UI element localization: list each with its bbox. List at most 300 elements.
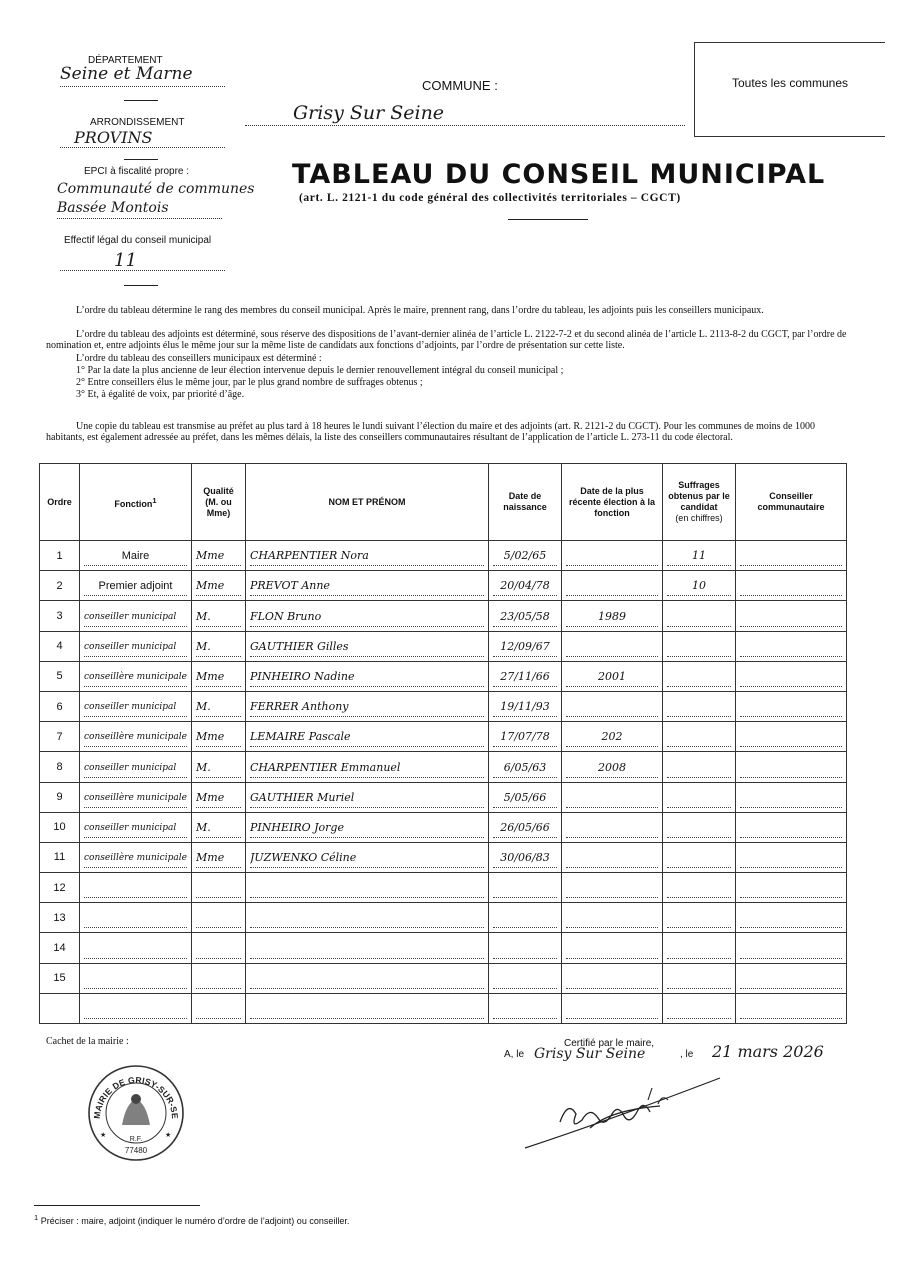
cell-ordre-value: 11 — [53, 851, 66, 864]
cell-conseiller — [736, 993, 847, 1023]
cell-qualite — [192, 933, 246, 963]
cell-suffrages-value — [667, 849, 731, 868]
cell-ordre — [40, 631, 80, 661]
page-title: TABLEAU DU CONSEIL MUNICIPAL — [292, 159, 826, 190]
mairie-seal — [86, 1063, 186, 1163]
cell-ordre-value: 15 — [53, 972, 66, 985]
seal-text: MAIRIE DE GRISY-SUR-SE — [91, 1074, 181, 1120]
cell-fonction-value — [84, 1000, 187, 1019]
header-suffrages-text: Suffrages obtenus par le candidat — [668, 480, 730, 512]
cell-suffrages-value — [667, 879, 731, 898]
cell-ordre-value: 1 — [56, 549, 63, 562]
cell-suffrages — [663, 601, 736, 631]
cell-suffrages — [663, 812, 736, 842]
cell-election-value — [566, 789, 658, 808]
cell-qualite — [192, 691, 246, 721]
cell-conseiller-value — [740, 638, 842, 657]
cell-naissance — [489, 571, 562, 601]
cell-nom-value — [250, 970, 484, 989]
header-fonction — [80, 464, 192, 541]
cell-nom-value: GAUTHIER Gilles — [250, 638, 484, 657]
cell-election-value — [566, 909, 658, 928]
header-suffrages — [663, 464, 736, 541]
cell-naissance — [489, 812, 562, 842]
header-conseiller: Conseiller communautaire — [736, 464, 847, 541]
cell-conseiller-value — [740, 849, 842, 868]
cell-conseiller-value — [740, 698, 842, 717]
epci-value-line1: Communauté de communes — [57, 181, 255, 197]
cell-conseiller-value — [740, 909, 842, 928]
cell-naissance — [489, 631, 562, 661]
seal-icon — [86, 1063, 186, 1163]
cell-naissance — [489, 933, 562, 963]
cell-ordre-value: 10 — [53, 821, 66, 834]
cell-naissance — [489, 873, 562, 903]
cell-fonction-value — [84, 970, 187, 989]
cell-fonction-value: Premier adjoint — [84, 577, 187, 596]
cell-election-value: 202 — [566, 728, 658, 747]
cell-conseiller-value — [740, 547, 842, 566]
cell-naissance — [489, 541, 562, 571]
departement-label: DÉPARTEMENT — [88, 55, 163, 66]
cell-naissance — [489, 903, 562, 933]
seal-code: 77480 — [124, 1146, 148, 1155]
cell-qualite-value: M. — [196, 819, 241, 838]
cell-suffrages — [663, 933, 736, 963]
epci-value-line2: Bassée Montois — [57, 200, 169, 216]
table-row — [40, 782, 847, 812]
cell-fonction-value: conseiller municipal — [84, 638, 187, 657]
cell-suffrages-value — [667, 668, 731, 687]
cell-conseiller-value — [740, 970, 842, 989]
table-row — [40, 752, 847, 782]
cell-conseiller — [736, 812, 847, 842]
cell-conseiller — [736, 631, 847, 661]
cell-suffrages — [663, 842, 736, 872]
cell-ordre — [40, 722, 80, 752]
cell-suffrages — [663, 691, 736, 721]
svg-text:★: ★ — [165, 1132, 172, 1139]
cell-naissance-value: 20/04/78 — [493, 577, 557, 596]
cell-nom-value: PREVOT Anne — [250, 577, 484, 596]
cell-nom — [246, 873, 489, 903]
cell-naissance-value: 5/02/65 — [493, 547, 557, 566]
cell-ordre — [40, 541, 80, 571]
cell-naissance — [489, 691, 562, 721]
cell-fonction-value: conseillère municipale — [84, 728, 187, 747]
cell-conseiller — [736, 842, 847, 872]
cell-suffrages-value — [667, 698, 731, 717]
cell-fonction-value: conseiller municipal — [84, 819, 187, 838]
cell-election — [562, 842, 663, 872]
cell-fonction — [80, 963, 192, 993]
cell-naissance-value: 30/06/83 — [493, 849, 557, 868]
table-row — [40, 933, 847, 963]
cell-election — [562, 993, 663, 1023]
cell-nom — [246, 691, 489, 721]
cell-nom-value — [250, 909, 484, 928]
cell-qualite — [192, 842, 246, 872]
cell-conseiller — [736, 873, 847, 903]
cell-fonction-value — [84, 909, 187, 928]
cell-ordre — [40, 691, 80, 721]
cell-ordre — [40, 752, 80, 782]
cell-fonction — [80, 571, 192, 601]
cell-suffrages-value — [667, 728, 731, 747]
cell-suffrages-value — [667, 940, 731, 959]
cell-fonction — [80, 812, 192, 842]
cell-fonction — [80, 691, 192, 721]
cell-naissance-value: 26/05/66 — [493, 819, 557, 838]
cell-suffrages-value — [667, 909, 731, 928]
cell-ordre — [40, 963, 80, 993]
cell-conseiller-value — [740, 668, 842, 687]
cell-ordre — [40, 661, 80, 691]
cell-qualite — [192, 601, 246, 631]
table-row — [40, 722, 847, 752]
cell-nom-value: CHARPENTIER Emmanuel — [250, 759, 484, 778]
cell-conseiller — [736, 933, 847, 963]
cell-nom-value: FERRER Anthony — [250, 698, 484, 717]
cell-suffrages — [663, 993, 736, 1023]
cell-qualite — [192, 541, 246, 571]
cell-suffrages — [663, 873, 736, 903]
cell-qualite — [192, 873, 246, 903]
table-row — [40, 812, 847, 842]
cell-nom — [246, 963, 489, 993]
seal-rf: R.F. — [129, 1136, 143, 1143]
cachet-label: Cachet de la mairie : — [46, 1036, 129, 1047]
cell-qualite — [192, 903, 246, 933]
header-ordre: Ordre — [40, 464, 80, 541]
commune-label: COMMUNE : — [422, 78, 498, 93]
cell-election-value — [566, 1000, 658, 1019]
cell-qualite-value — [196, 1000, 241, 1019]
cell-fonction-value: conseiller municipal — [84, 608, 187, 627]
cell-election — [562, 691, 663, 721]
cell-suffrages-value — [667, 759, 731, 778]
cell-nom — [246, 782, 489, 812]
cell-suffrages — [663, 631, 736, 661]
cell-election-value: 2001 — [566, 668, 658, 687]
cell-election-value: 1989 — [566, 608, 658, 627]
cell-election-value — [566, 849, 658, 868]
cell-suffrages — [663, 571, 736, 601]
cell-fonction-value: conseillère municipale — [84, 849, 187, 868]
cell-qualite-value: M. — [196, 608, 241, 627]
epci-label: EPCI à fiscalité propre : — [84, 166, 190, 177]
cell-qualite — [192, 963, 246, 993]
certifie-label: Certifié par le maire, — [564, 1038, 655, 1049]
cell-ordre-value: 12 — [53, 881, 66, 894]
cell-conseiller-value — [740, 728, 842, 747]
cell-fonction-value: conseillère municipale — [84, 668, 187, 687]
cell-naissance — [489, 661, 562, 691]
date-value: 21 mars 2026 — [712, 1042, 824, 1061]
header-election: Date de la plus récente élection à la fonction — [562, 464, 663, 541]
cell-conseiller — [736, 963, 847, 993]
cell-suffrages-value — [667, 638, 731, 657]
intro-paragraph-5: 2° Entre conseillers élus le même jour, par le plus grand nombre de suffrages obtenus ; — [76, 377, 423, 388]
cell-nom-value — [250, 879, 484, 898]
cell-suffrages-value: 11 — [667, 547, 731, 566]
cell-conseiller — [736, 691, 847, 721]
cell-suffrages-value — [667, 819, 731, 838]
cell-fonction — [80, 631, 192, 661]
cell-election-value — [566, 970, 658, 989]
table-row — [40, 963, 847, 993]
cell-fonction — [80, 993, 192, 1023]
intro-paragraph-6: 3° Et, à égalité de voix, par priorité d’âge. — [76, 389, 245, 400]
cell-fonction — [80, 541, 192, 571]
cell-qualite-value: Mme — [196, 849, 241, 868]
cell-qualite — [192, 571, 246, 601]
cell-ordre — [40, 601, 80, 631]
cell-ordre-value: 9 — [56, 791, 63, 804]
cell-suffrages-value — [667, 970, 731, 989]
header-nom: NOM ET PRÉNOM — [246, 464, 489, 541]
cell-qualite-value — [196, 909, 241, 928]
cell-fonction — [80, 661, 192, 691]
cell-qualite-value: M. — [196, 638, 241, 657]
cell-suffrages — [663, 722, 736, 752]
cell-ordre — [40, 782, 80, 812]
cell-conseiller-value — [740, 789, 842, 808]
cell-naissance — [489, 963, 562, 993]
table-body — [40, 541, 847, 1024]
cell-naissance-value: 23/05/58 — [493, 608, 557, 627]
mayor-signature-icon — [520, 1070, 730, 1160]
cell-fonction-value — [84, 940, 187, 959]
cell-naissance-value — [493, 1000, 557, 1019]
header-fonction-text: Fonction — [114, 498, 153, 509]
cell-conseiller-value — [740, 819, 842, 838]
cell-conseiller-value — [740, 759, 842, 778]
table-row — [40, 903, 847, 933]
cell-election-value: 2008 — [566, 759, 658, 778]
table-row — [40, 661, 847, 691]
cell-naissance — [489, 722, 562, 752]
cell-nom — [246, 842, 489, 872]
cell-conseiller-value — [740, 577, 842, 596]
cell-fonction-value: Maire — [84, 547, 187, 566]
cell-nom — [246, 601, 489, 631]
cell-election-value — [566, 879, 658, 898]
cell-nom — [246, 752, 489, 782]
cell-conseiller — [736, 571, 847, 601]
cell-naissance — [489, 993, 562, 1023]
cell-nom — [246, 933, 489, 963]
cell-fonction — [80, 842, 192, 872]
cell-conseiller — [736, 601, 847, 631]
all-communes-text: Toutes les communes — [731, 76, 849, 90]
table-row — [40, 873, 847, 903]
cell-ordre-value: 13 — [53, 911, 66, 924]
cell-nom-value: GAUTHIER Muriel — [250, 789, 484, 808]
intro-paragraph-7: Une copie du tableau est transmise au préfet au plus tard à 18 heures le lundi suivant l’élection du maire et des adjoints (art. R. 2121-2 du CGCT). Pour les communes de moins de 1000 habitants, est également adressée au préfet, dans les mêmes délais, la liste des conseillers communautaires résultant de l’application de l’article L. 273-11 du code électoral. — [46, 421, 815, 443]
cell-ordre — [40, 812, 80, 842]
conseil-table — [39, 463, 847, 1024]
cell-ordre — [40, 993, 80, 1023]
cell-election-value — [566, 698, 658, 717]
cell-conseiller — [736, 661, 847, 691]
cell-naissance-value: 19/11/93 — [493, 698, 557, 717]
table-row — [40, 601, 847, 631]
cell-election — [562, 903, 663, 933]
commune-value: Grisy Sur Seine — [293, 102, 445, 124]
cell-election — [562, 873, 663, 903]
intro-paragraph-3: L’ordre du tableau des conseillers municipaux est déterminé : — [76, 353, 322, 364]
cell-qualite-value — [196, 970, 241, 989]
cell-naissance-value: 6/05/63 — [493, 759, 557, 778]
cell-election — [562, 963, 663, 993]
intro-paragraph-2: L’ordre du tableau des adjoints est déterminé, sous réserve des dispositions de l’avant-dernier alinéa de l’article L. 2122-7-2 et du second alinéa de l’article L. 2113-8-2 du CGCT, par l’ordre de nomination et, entre adjoints élus le même jour sur la même liste de candidats aux fonctions d’adjoints, par l’ordre de présentation sur cette liste. — [46, 329, 847, 351]
cell-ordre — [40, 842, 80, 872]
cell-ordre-value: 4 — [56, 640, 63, 653]
cell-suffrages — [663, 782, 736, 812]
cell-naissance — [489, 752, 562, 782]
cell-ordre-value: 6 — [56, 700, 63, 713]
cell-conseiller-value — [740, 879, 842, 898]
cell-suffrages — [663, 541, 736, 571]
cell-election — [562, 752, 663, 782]
cell-nom-value: LEMAIRE Pascale — [250, 728, 484, 747]
cell-conseiller — [736, 722, 847, 752]
cell-nom — [246, 631, 489, 661]
cell-nom-value — [250, 1000, 484, 1019]
cell-fonction-value: conseiller municipal — [84, 698, 187, 717]
cell-qualite — [192, 752, 246, 782]
header-suffrages-note: (en chiffres) — [675, 513, 723, 523]
cell-nom — [246, 812, 489, 842]
cell-suffrages-value — [667, 1000, 731, 1019]
cell-nom-value: PINHEIRO Jorge — [250, 819, 484, 838]
intro-paragraph-1: L’ordre du tableau détermine le rang des membres du conseil municipal. Après le maire, prennent rang, dans l’ordre du tableau, les adjoints puis les conseillers municipaux. — [76, 305, 764, 316]
cell-ordre-value: 7 — [56, 730, 63, 743]
all-communes-box — [694, 42, 885, 137]
cell-fonction — [80, 722, 192, 752]
cell-naissance-value: 17/07/78 — [493, 728, 557, 747]
cell-nom-value — [250, 940, 484, 959]
cell-qualite — [192, 993, 246, 1023]
cell-naissance — [489, 782, 562, 812]
a-le-label: A, le — [504, 1049, 525, 1060]
cell-conseiller — [736, 752, 847, 782]
cell-election — [562, 812, 663, 842]
table-row — [40, 631, 847, 661]
cell-election — [562, 571, 663, 601]
footnote-mark: 1 — [34, 1213, 39, 1222]
cell-qualite — [192, 782, 246, 812]
cell-conseiller — [736, 903, 847, 933]
cell-ordre — [40, 933, 80, 963]
cell-naissance-value: 5/05/66 — [493, 789, 557, 808]
cell-qualite — [192, 722, 246, 752]
cell-fonction — [80, 782, 192, 812]
cell-fonction — [80, 601, 192, 631]
cell-qualite — [192, 631, 246, 661]
cell-election — [562, 933, 663, 963]
cell-nom-value: PINHEIRO Nadine — [250, 668, 484, 687]
cell-qualite — [192, 812, 246, 842]
cell-ordre — [40, 903, 80, 933]
cell-election — [562, 722, 663, 752]
cell-qualite-value — [196, 940, 241, 959]
header-naissance: Date de naissance — [489, 464, 562, 541]
cell-conseiller-value — [740, 1000, 842, 1019]
cell-qualite-value: Mme — [196, 577, 241, 596]
cell-ordre-value: 3 — [56, 609, 63, 622]
cell-ordre — [40, 571, 80, 601]
header-qualite: Qualité (M. ou Mme) — [192, 464, 246, 541]
le-label: , le — [680, 1049, 694, 1060]
cell-qualite-value: M. — [196, 759, 241, 778]
table-row — [40, 691, 847, 721]
svg-text:★: ★ — [100, 1132, 107, 1139]
cell-suffrages-value — [667, 789, 731, 808]
arrondissement-value: PROVINS — [74, 128, 153, 147]
cell-qualite-value: Mme — [196, 547, 241, 566]
cell-qualite — [192, 661, 246, 691]
cell-suffrages — [663, 752, 736, 782]
footnote-text: Préciser : maire, adjoint (indiquer le numéro d’ordre de l’adjoint) ou conseiller. — [40, 1216, 350, 1226]
cell-suffrages-value: 10 — [667, 577, 731, 596]
cell-nom — [246, 993, 489, 1023]
cell-fonction — [80, 752, 192, 782]
table-row — [40, 571, 847, 601]
cell-ordre-value: 2 — [56, 579, 63, 592]
cell-naissance-value — [493, 879, 557, 898]
cell-fonction-value: conseiller municipal — [84, 759, 187, 778]
cell-qualite-value: Mme — [196, 728, 241, 747]
table-row — [40, 842, 847, 872]
intro-paragraph-4: 1° Par la date la plus ancienne de leur élection intervenue depuis le dernier renouvellement intégral du conseil municipal ; — [76, 365, 564, 376]
cell-qualite-value: M. — [196, 698, 241, 717]
cell-fonction — [80, 873, 192, 903]
cell-election — [562, 782, 663, 812]
effectif-value: 11 — [114, 250, 137, 271]
cell-election — [562, 601, 663, 631]
cell-election-value — [566, 577, 658, 596]
table-header-row — [40, 464, 847, 541]
cell-conseiller-value — [740, 940, 842, 959]
cell-fonction — [80, 933, 192, 963]
cell-naissance — [489, 842, 562, 872]
cell-suffrages-value — [667, 608, 731, 627]
cell-suffrages — [663, 661, 736, 691]
cell-ordre-value: 8 — [56, 760, 63, 773]
cell-election-value — [566, 638, 658, 657]
cell-nom — [246, 722, 489, 752]
cell-naissance-value: 12/09/67 — [493, 638, 557, 657]
header-fonction-footnote: 1 — [152, 495, 157, 505]
cell-ordre — [40, 873, 80, 903]
cell-election — [562, 631, 663, 661]
cell-qualite-value — [196, 879, 241, 898]
cell-election-value — [566, 940, 658, 959]
cell-nom-value: FLON Bruno — [250, 608, 484, 627]
cell-suffrages — [663, 963, 736, 993]
cell-nom — [246, 541, 489, 571]
departement-value: Seine et Marne — [60, 64, 193, 84]
page-subtitle: (art. L. 2121-1 du code général des collectivités territoriales – CGCT) — [299, 192, 681, 204]
cell-suffrages — [663, 903, 736, 933]
cell-ordre-value: 5 — [56, 670, 63, 683]
cell-ordre-value: 14 — [53, 942, 66, 955]
cell-election-value — [566, 819, 658, 838]
cell-naissance-value — [493, 940, 557, 959]
cell-naissance-value: 27/11/66 — [493, 668, 557, 687]
